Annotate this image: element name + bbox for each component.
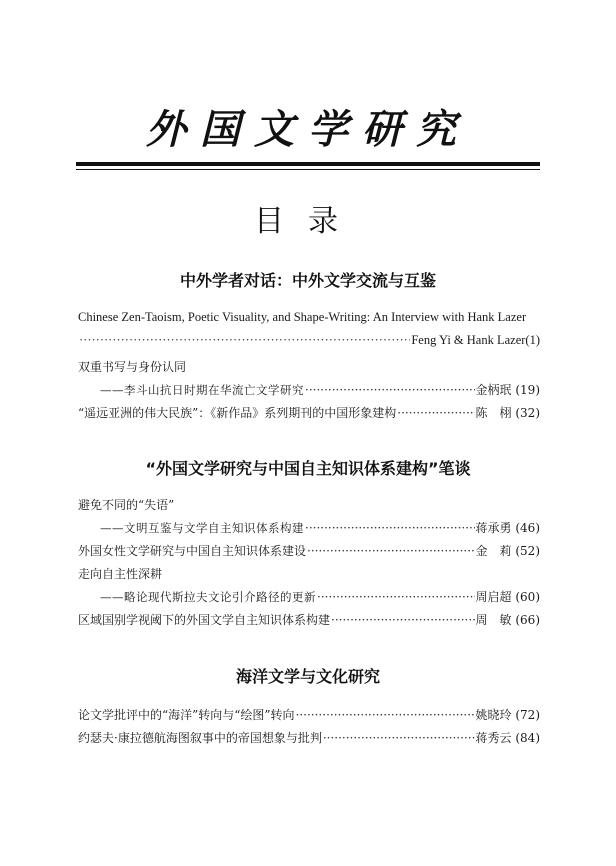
- leader-dots: [397, 406, 474, 420]
- leader-dots: [323, 731, 475, 745]
- toc-entry-leader: [78, 333, 540, 353]
- entry-author-page: 蒋秀云 (84): [475, 731, 540, 745]
- toc-entry[interactable]: [78, 611, 540, 631]
- title-rule-thick: [76, 162, 540, 166]
- toc-entry[interactable]: [78, 310, 540, 330]
- leader-dots: [307, 544, 475, 558]
- toc-entry[interactable]: [78, 565, 540, 585]
- toc-entry[interactable]: [78, 404, 540, 424]
- toc-entry[interactable]: [78, 358, 540, 378]
- toc-entry-subtitle: [100, 588, 540, 608]
- entry-author-page: 周 敏 (66): [475, 613, 540, 627]
- entry-author-page: 姚晓玲 (72): [475, 708, 540, 722]
- leader-dots: [79, 333, 410, 348]
- journal-title: 外国文学研究: [146, 106, 470, 153]
- toc-entry[interactable]: [78, 706, 540, 726]
- entry-title: 避免不同的“失语”: [78, 498, 175, 512]
- section-heading: “外国文学研究与中国自主知识体系建构”笔谈: [145, 459, 471, 478]
- leader-dots: [305, 383, 475, 397]
- entry-title: 走向自主性深耕: [78, 567, 163, 581]
- toc-entry-subtitle: [100, 519, 540, 539]
- entry-author-page: 金 莉 (52): [475, 544, 540, 558]
- entry-author-page: 陈 栩 (32): [475, 406, 540, 420]
- entry-title: 外国女性文学研究与中国自主知识体系建设: [78, 544, 307, 558]
- leader-dots: [331, 613, 475, 627]
- entry-title: “遥远亚洲的伟大民族”：《新作品》系列期刊的中国形象建构: [78, 406, 397, 420]
- entry-author-page: Feng Yi & Hank Lazer(1): [411, 333, 540, 347]
- entry-author-page: 金柄珉 (19): [475, 383, 540, 397]
- title-rule-thin: [76, 169, 540, 170]
- entry-title: Chinese Zen-Taoism, Poetic Visuality, and Shape-Writing: An Interview with Hank Lazer: [78, 310, 527, 324]
- leader-dots: [305, 521, 475, 535]
- entry-title: 双重书写与身份认同: [78, 360, 187, 374]
- entry-subtitle: ——文明互鉴与文学自主知识体系构建: [100, 521, 304, 535]
- toc-entry[interactable]: [78, 496, 540, 516]
- leader-dots: [296, 708, 475, 722]
- entry-author-page: 蒋承勇 (46): [475, 521, 540, 535]
- section-heading: 海洋文学与文化研究: [235, 667, 380, 686]
- toc-entry[interactable]: [78, 729, 540, 749]
- toc-entry-subtitle: [100, 381, 540, 401]
- entry-author-page: 周启超 (60): [475, 590, 540, 604]
- entry-title: 论文学批评中的“海洋”转向与“绘图”转向: [78, 708, 295, 722]
- leader-dots: [317, 590, 475, 604]
- entry-subtitle: ——略论现代斯拉夫文论引介路径的更新: [100, 590, 316, 604]
- entry-title: 区域国别学视阈下的外国文学自主知识体系构建: [78, 613, 331, 627]
- toc-title: 目录: [254, 204, 362, 239]
- entry-title: 约瑟夫·康拉德航海图叙事中的帝国想象与批判: [78, 731, 322, 745]
- toc-entry[interactable]: [78, 542, 540, 562]
- section-heading: 中外学者对话：中外文学交流与互鉴: [179, 271, 436, 290]
- entry-subtitle: ——李斗山抗日时期在华流亡文学研究: [100, 383, 304, 397]
